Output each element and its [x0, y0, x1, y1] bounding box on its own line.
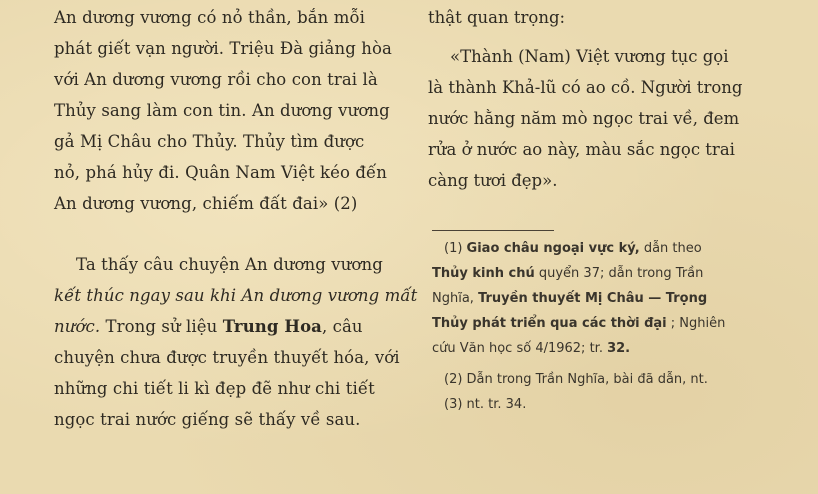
text-line: Ta thấy câu chuyện An dương vương: [76, 255, 383, 274]
paragraph-2: [54, 249, 418, 435]
text-line: chuyện chưa được truyền thuyết hóa, với: [54, 348, 400, 367]
text-fragment: , câu: [321, 317, 363, 336]
text-line: nỏ, phá hủy đi. Quân Nam Việt kéo đến: [54, 163, 388, 182]
text-line: [432, 336, 787, 361]
text-line: [432, 311, 787, 336]
text-fragment: Nghĩa,: [432, 291, 479, 306]
text-line: là thành Khả-lũ có ao cồ. Người trong: [428, 78, 743, 97]
text-line: Thủy sang làm con tin. An dương vương: [54, 101, 390, 120]
text-line: ngọc trai nước giếng sẽ thấy về sau.: [54, 410, 361, 429]
right-column: [428, 2, 783, 196]
text-line: «Thành (Nam) Việt vương tục gọi: [450, 47, 729, 66]
quotation: [428, 41, 783, 196]
text-line: rửa ở nước ao này, màu sắc ngọc trai: [428, 140, 735, 159]
text-line: thật quan trọng:: [428, 8, 566, 27]
text-line: [432, 236, 787, 261]
footnote-1: [432, 236, 787, 361]
text-line: phát giết vạn người. Triệu Đà giảng hòa: [54, 39, 392, 58]
text-fragment: (1): [444, 241, 467, 256]
left-column: [54, 2, 418, 435]
footnote-divider: [432, 230, 554, 231]
text-line: [432, 286, 787, 311]
text-fragment: quyển 37; dẫn trong Trần: [534, 266, 704, 281]
text-line-italic: kết thúc ngay sau khi An dương vương mất: [54, 286, 418, 305]
text-line: [54, 311, 404, 342]
text-line: những chi tiết li kì đẹp đẽ như chi tiết: [54, 379, 375, 398]
text-fragment: dẫn theo: [639, 241, 702, 256]
text-line: An dương vương, chiếm đất đai» (2): [54, 194, 358, 213]
bold-text: Trung Hoa: [222, 317, 322, 336]
text-line: nước hằng năm mò ngọc trai về, đem: [428, 109, 740, 128]
italic-text: nước.: [54, 317, 101, 336]
text-line: An dương vương có nỏ thần, bắn mỗi: [54, 8, 366, 27]
footnote-3: (3) nt. tr. 34.: [444, 397, 527, 412]
footnote-2: (2) Dẫn trong Trần Nghĩa, bài đã dẫn, nt.: [444, 372, 708, 387]
bold-text: Truyền thuyết Mị Châu — Trọng: [478, 291, 708, 306]
text-line: [432, 261, 787, 286]
bold-text: Thủy phát triển qua các thời đại: [432, 316, 667, 331]
bold-text: Giao châu ngoại vực ký,: [466, 241, 640, 256]
footnotes: [432, 236, 787, 417]
text-line: càng tươi đẹp».: [428, 171, 558, 190]
text-fragment: cứu Văn học số 4/1962; tr.: [432, 341, 608, 356]
text-line: với An dương vương rồi cho con trai là: [54, 70, 378, 89]
paragraph-1: [54, 2, 404, 219]
bold-text: 32.: [607, 341, 631, 356]
text-fragment: ; Nghiên: [666, 316, 726, 331]
text-line: gả Mị Châu cho Thủy. Thủy tìm được: [54, 132, 365, 151]
text-fragment: Trong sử liệu: [100, 317, 223, 336]
bold-text: Thủy kinh chú: [432, 266, 535, 281]
